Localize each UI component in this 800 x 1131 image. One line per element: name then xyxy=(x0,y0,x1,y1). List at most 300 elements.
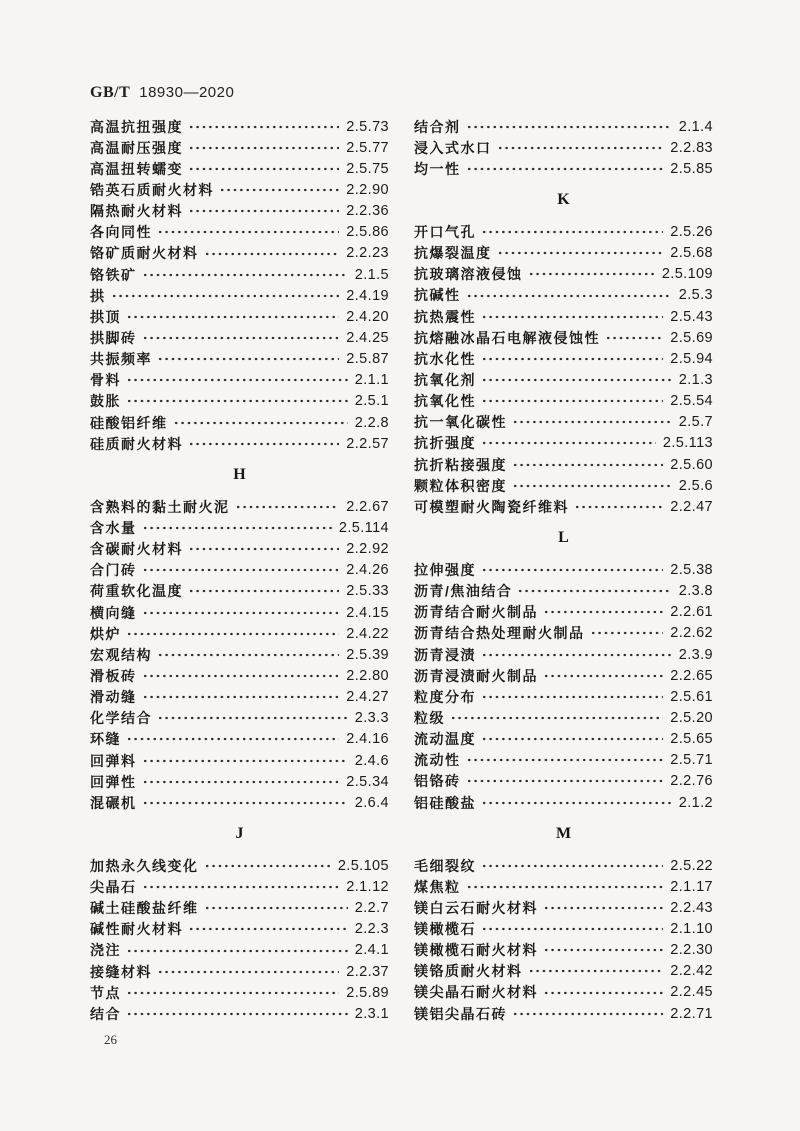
dot-leader xyxy=(188,116,339,137)
dot-leader xyxy=(126,370,348,391)
index-row xyxy=(90,433,389,454)
index-term: 沥青结合耐火制品 xyxy=(414,604,538,621)
index-term: 滑板砖 xyxy=(90,667,137,684)
index-term: 粒度分布 xyxy=(414,688,476,705)
page-number: 26 xyxy=(104,1032,117,1048)
index-ref-number: 2.5.26 xyxy=(670,223,713,240)
index-row xyxy=(414,391,713,412)
index-term: 节点 xyxy=(90,984,121,1001)
index-term: 铝硅酸盐 xyxy=(414,794,476,811)
dot-leader xyxy=(142,771,340,792)
dot-leader xyxy=(173,412,348,433)
index-term: 烘炉 xyxy=(90,625,121,642)
index-ref-number: 2.5.94 xyxy=(670,350,713,367)
index-row xyxy=(414,771,713,792)
dot-leader xyxy=(466,285,672,306)
index-row xyxy=(414,750,713,771)
index-row xyxy=(414,602,713,623)
index-term: 硅质耐火材料 xyxy=(90,435,183,452)
dot-leader xyxy=(481,391,663,412)
index-ref-number: 2.4.19 xyxy=(346,287,389,304)
index-row xyxy=(414,369,713,390)
dot-leader xyxy=(605,327,663,348)
index-ref-number: 2.3.8 xyxy=(678,583,713,600)
index-row xyxy=(414,982,713,1003)
index-ref-number: 2.5.89 xyxy=(346,984,389,1001)
index-term: 拉伸强度 xyxy=(414,561,476,578)
index-term: 沥青浸渍 xyxy=(414,646,476,663)
index-row xyxy=(414,306,713,327)
index-row xyxy=(90,179,389,200)
dot-leader xyxy=(126,729,339,750)
index-term: 镁铝尖晶石砖 xyxy=(414,1005,507,1022)
dot-leader xyxy=(466,876,664,897)
standard-code-prefix: GB/T xyxy=(90,84,131,101)
index-row xyxy=(414,285,713,306)
dot-leader xyxy=(466,116,672,137)
dot-leader xyxy=(512,412,672,433)
index-row xyxy=(90,285,389,306)
index-ref-number: 2.5.68 xyxy=(670,245,713,262)
dot-leader xyxy=(126,306,339,327)
dot-leader xyxy=(528,264,655,285)
dot-leader xyxy=(543,602,663,623)
dot-leader xyxy=(126,1003,348,1024)
index-row xyxy=(90,898,389,919)
index-term: 流动性 xyxy=(414,752,461,769)
index-term: 尖晶石 xyxy=(90,879,137,896)
dot-leader xyxy=(142,517,332,538)
index-term: 沥青浸渍耐火制品 xyxy=(414,667,538,684)
index-row xyxy=(414,158,713,179)
dot-leader xyxy=(497,137,664,158)
index-ref-number: 2.5.105 xyxy=(337,857,389,874)
index-ref-number: 2.4.6 xyxy=(354,752,389,769)
index-ref-number: 2.5.109 xyxy=(661,266,713,283)
dot-leader xyxy=(157,961,339,982)
index-term: 镁铬质耐火材料 xyxy=(414,963,523,980)
index-row xyxy=(414,496,713,517)
dot-leader xyxy=(111,285,340,306)
index-row xyxy=(90,327,389,348)
index-right-column xyxy=(414,116,713,1024)
dot-leader xyxy=(188,581,339,602)
index-term: 抗碱性 xyxy=(414,287,461,304)
dot-leader xyxy=(543,982,663,1003)
standard-code-number: 18930—2020 xyxy=(139,84,235,101)
index-ref-number: 2.2.7 xyxy=(354,900,389,917)
index-row xyxy=(414,665,713,686)
index-row xyxy=(90,602,389,623)
index-row xyxy=(90,855,389,876)
index-ref-number: 2.4.16 xyxy=(346,731,389,748)
index-ref-number: 2.2.76 xyxy=(670,773,713,790)
index-row xyxy=(414,940,713,961)
index-row xyxy=(90,116,389,137)
index-term: 抗水化性 xyxy=(414,350,476,367)
index-term: 粒级 xyxy=(414,709,445,726)
section-letter-heading: L xyxy=(558,529,569,547)
index-row xyxy=(90,496,389,517)
dot-leader xyxy=(497,243,664,264)
index-ref-number: 2.4.1 xyxy=(354,942,389,959)
index-term: 抗一氧化碳性 xyxy=(414,414,507,431)
dot-leader xyxy=(188,137,339,158)
index-term: 碱性耐火材料 xyxy=(90,921,183,938)
index-term: 镁橄榄石 xyxy=(414,921,476,938)
index-row xyxy=(90,961,389,982)
dot-leader xyxy=(157,644,339,665)
index-ref-number: 2.4.26 xyxy=(346,562,389,579)
page-header xyxy=(90,84,713,102)
index-ref-number: 2.5.87 xyxy=(346,351,389,368)
index-row xyxy=(414,243,713,264)
dot-leader xyxy=(481,855,663,876)
index-term: 碱土硅酸盐纤维 xyxy=(90,900,199,917)
index-term: 高温耐压强度 xyxy=(90,139,183,156)
index-ref-number: 2.5.3 xyxy=(678,287,713,304)
dot-leader xyxy=(188,158,339,179)
index-ref-number: 2.4.27 xyxy=(346,689,389,706)
dot-leader xyxy=(142,602,340,623)
index-term: 抗氧化剂 xyxy=(414,371,476,388)
dot-leader xyxy=(512,454,663,475)
dot-leader xyxy=(142,750,348,771)
index-term: 合门砖 xyxy=(90,562,137,579)
index-row xyxy=(414,919,713,940)
index-row xyxy=(414,327,713,348)
index-ref-number: 2.2.67 xyxy=(346,498,389,515)
index-term: 镁白云石耐火材料 xyxy=(414,899,538,916)
section-letter-heading: H xyxy=(233,466,246,484)
dot-leader xyxy=(157,349,339,370)
index-ref-number: 2.5.34 xyxy=(346,773,389,790)
dot-leader xyxy=(204,243,340,264)
index-term: 铝铬砖 xyxy=(414,773,461,790)
section-letter-heading: K xyxy=(557,191,570,209)
index-row xyxy=(90,201,389,222)
index-ref-number: 2.5.60 xyxy=(670,456,713,473)
dot-leader xyxy=(188,433,339,454)
index-term: 均一性 xyxy=(414,160,461,177)
index-term: 加热永久线变化 xyxy=(90,857,199,874)
index-term: 毛细裂纹 xyxy=(414,857,476,874)
index-row xyxy=(414,348,713,369)
dot-leader xyxy=(142,687,340,708)
index-row xyxy=(414,855,713,876)
index-ref-number: 2.1.5 xyxy=(354,266,389,283)
index-ref-number: 2.2.83 xyxy=(670,139,713,156)
index-term: 荷重软化温度 xyxy=(90,583,183,600)
index-ref-number: 2.5.54 xyxy=(670,393,713,410)
index-term: 拱顶 xyxy=(90,308,121,325)
index-ref-number: 2.6.4 xyxy=(354,794,389,811)
index-row xyxy=(90,306,389,327)
dot-leader xyxy=(188,919,348,940)
index-row xyxy=(414,179,713,221)
index-ref-number: 2.5.22 xyxy=(670,857,713,874)
index-row xyxy=(414,137,713,158)
index-term: 浸入式水口 xyxy=(414,139,492,156)
index-term: 沥青结合热处理耐火制品 xyxy=(414,625,585,642)
dot-leader xyxy=(235,496,340,517)
index-term: 化学结合 xyxy=(90,710,152,727)
dot-leader xyxy=(142,665,340,686)
index-term: 镁尖晶石耐火材料 xyxy=(414,984,538,1001)
dot-leader xyxy=(126,982,339,1003)
index-row xyxy=(90,243,389,264)
index-term: 宏观结构 xyxy=(90,646,152,663)
index-ref-number: 2.5.69 xyxy=(670,329,713,346)
index-row xyxy=(90,581,389,602)
index-ref-number: 2.5.75 xyxy=(346,160,389,177)
index-term: 高温抗扭强度 xyxy=(90,118,183,135)
index-ref-number: 2.5.77 xyxy=(346,139,389,156)
index-row xyxy=(414,559,713,580)
index-ref-number: 2.4.22 xyxy=(346,625,389,642)
index-ref-number: 2.5.71 xyxy=(670,752,713,769)
index-ref-number: 2.2.62 xyxy=(670,625,713,642)
index-ref-number: 2.2.43 xyxy=(670,899,713,916)
dot-leader xyxy=(517,581,671,602)
index-term: 隔热耐火材料 xyxy=(90,203,183,220)
index-row xyxy=(90,391,389,412)
index-ref-number: 2.2.37 xyxy=(346,963,389,980)
index-term: 回弹料 xyxy=(90,752,137,769)
index-ref-number: 2.5.86 xyxy=(346,224,389,241)
index-term: 拱 xyxy=(90,287,106,304)
dot-leader xyxy=(126,623,339,644)
index-ref-number: 2.2.47 xyxy=(670,498,713,515)
index-row xyxy=(414,116,713,137)
index-ref-number: 2.1.1 xyxy=(354,372,389,389)
index-row xyxy=(90,349,389,370)
index-term: 高温扭转蠕变 xyxy=(90,160,183,177)
index-term: 抗热震性 xyxy=(414,308,476,325)
dot-leader xyxy=(157,708,348,729)
index-row xyxy=(414,454,713,475)
index-ref-number: 2.5.73 xyxy=(346,118,389,135)
index-row xyxy=(414,264,713,285)
index-term: 结合 xyxy=(90,1005,121,1022)
index-ref-number: 2.2.90 xyxy=(346,181,389,198)
index-row xyxy=(414,876,713,897)
index-term: 混碾机 xyxy=(90,794,137,811)
index-term: 环缝 xyxy=(90,731,121,748)
index-ref-number: 2.5.20 xyxy=(670,709,713,726)
index-row xyxy=(90,539,389,560)
index-row xyxy=(414,433,713,454)
index-ref-number: 2.3.1 xyxy=(354,1005,389,1022)
index-ref-number: 2.5.65 xyxy=(670,731,713,748)
index-ref-number: 2.5.39 xyxy=(346,646,389,663)
index-ref-number: 2.5.33 xyxy=(346,583,389,600)
index-ref-number: 2.1.17 xyxy=(670,878,713,895)
index-term: 横向缝 xyxy=(90,604,137,621)
index-ref-number: 2.2.36 xyxy=(346,203,389,220)
index-term: 滑动缝 xyxy=(90,689,137,706)
index-term: 各向同性 xyxy=(90,224,152,241)
index-row xyxy=(90,708,389,729)
index-ref-number: 2.1.4 xyxy=(678,118,713,135)
index-term: 可模塑耐火陶瓷纤维料 xyxy=(414,498,569,515)
index-row xyxy=(90,264,389,285)
index-term: 煤焦粒 xyxy=(414,878,461,895)
index-ref-number: 2.2.30 xyxy=(670,942,713,959)
dot-leader xyxy=(204,855,331,876)
index-ref-number: 2.4.25 xyxy=(346,329,389,346)
dot-leader xyxy=(466,158,664,179)
index-row xyxy=(414,475,713,496)
index-term: 开口气孔 xyxy=(414,223,476,240)
index-row xyxy=(414,897,713,918)
index-row xyxy=(414,707,713,728)
index-term: 含熟料的黏土耐火泥 xyxy=(90,498,230,515)
index-row xyxy=(90,517,389,538)
dot-leader xyxy=(481,559,663,580)
index-term: 抗折粘接强度 xyxy=(414,456,507,473)
dot-leader xyxy=(126,940,348,961)
index-term: 回弹性 xyxy=(90,773,137,790)
index-row xyxy=(90,940,389,961)
index-row xyxy=(90,644,389,665)
dot-leader xyxy=(219,179,339,200)
index-term: 流动温度 xyxy=(414,731,476,748)
index-term: 抗折强度 xyxy=(414,435,476,452)
dot-leader xyxy=(142,560,340,581)
dot-leader xyxy=(590,623,664,644)
dot-leader xyxy=(574,496,663,517)
index-row xyxy=(90,412,389,433)
dot-leader xyxy=(481,919,663,940)
index-term: 含碳耐火材料 xyxy=(90,541,183,558)
index-term: 抗爆裂温度 xyxy=(414,245,492,262)
section-letter-heading: M xyxy=(555,825,572,843)
index-ref-number: 2.2.65 xyxy=(670,667,713,684)
dot-leader xyxy=(481,792,672,813)
dot-leader xyxy=(481,348,663,369)
dot-leader xyxy=(188,539,339,560)
dot-leader xyxy=(188,201,339,222)
dot-leader xyxy=(481,369,672,390)
index-row xyxy=(90,454,389,496)
index-term: 共振频率 xyxy=(90,351,152,368)
dot-leader xyxy=(543,940,663,961)
index-row xyxy=(90,222,389,243)
index-ref-number: 2.5.43 xyxy=(670,308,713,325)
dot-leader xyxy=(512,475,672,496)
index-row xyxy=(90,877,389,898)
dot-leader xyxy=(512,1003,663,1024)
index-row xyxy=(90,560,389,581)
index-term: 抗熔融冰晶石电解液侵蚀性 xyxy=(414,329,600,346)
index-ref-number: 2.2.61 xyxy=(670,604,713,621)
index-term: 镁橄榄石耐火材料 xyxy=(414,942,538,959)
index-ref-number: 2.5.7 xyxy=(678,414,713,431)
dot-leader xyxy=(543,897,663,918)
dot-leader xyxy=(466,750,664,771)
index-row xyxy=(90,687,389,708)
index-ref-number: 2.5.61 xyxy=(670,688,713,705)
index-ref-number: 2.2.23 xyxy=(346,245,389,262)
dot-leader xyxy=(481,221,663,242)
index-row xyxy=(414,729,713,750)
index-ref-number: 2.4.20 xyxy=(346,308,389,325)
index-row xyxy=(90,1003,389,1024)
index-ref-number: 2.2.80 xyxy=(346,667,389,684)
dot-leader xyxy=(142,264,348,285)
index-row xyxy=(414,623,713,644)
dot-leader xyxy=(142,877,340,898)
index-ref-number: 2.2.45 xyxy=(670,984,713,1001)
index-row xyxy=(414,517,713,559)
index-row xyxy=(90,137,389,158)
index-ref-number: 2.1.2 xyxy=(678,794,713,811)
dot-leader xyxy=(126,391,348,412)
index-ref-number: 2.5.113 xyxy=(662,435,713,452)
index-row xyxy=(90,623,389,644)
index-row xyxy=(90,750,389,771)
index-term: 沥青/焦油结合 xyxy=(414,583,513,600)
index-term: 抗氧化性 xyxy=(414,393,476,410)
index-ref-number: 2.1.3 xyxy=(678,371,713,388)
index-row xyxy=(90,158,389,179)
index-ref-number: 2.1.10 xyxy=(670,921,713,938)
index-row xyxy=(90,919,389,940)
index-row xyxy=(414,792,713,813)
index-term: 含水量 xyxy=(90,519,137,536)
dot-leader xyxy=(481,306,663,327)
index-row xyxy=(90,792,389,813)
index-term: 骨料 xyxy=(90,372,121,389)
index-ref-number: 2.4.15 xyxy=(346,604,389,621)
index-row xyxy=(414,581,713,602)
index-ref-number: 2.2.3 xyxy=(354,921,389,938)
index-ref-number: 2.2.8 xyxy=(354,414,389,431)
index-term: 铬铁矿 xyxy=(90,266,137,283)
index-row xyxy=(90,982,389,1003)
index-ref-number: 2.2.57 xyxy=(346,435,389,452)
dot-leader xyxy=(528,961,664,982)
index-term: 铬矿质耐火材料 xyxy=(90,245,199,262)
index-term: 结合剂 xyxy=(414,118,461,135)
index-row xyxy=(90,665,389,686)
index-term: 浇注 xyxy=(90,942,121,959)
dot-leader xyxy=(481,644,672,665)
index-ref-number: 2.5.114 xyxy=(338,519,389,536)
index-ref-number: 2.2.92 xyxy=(346,541,389,558)
index-term: 接缝材料 xyxy=(90,963,152,980)
index-row xyxy=(90,370,389,391)
index-ref-number: 2.3.9 xyxy=(678,646,713,663)
dot-leader xyxy=(481,433,656,454)
index-ref-number: 2.1.12 xyxy=(346,879,389,896)
index-ref-number: 2.5.85 xyxy=(670,160,713,177)
index-term: 锆英石质耐火材料 xyxy=(90,181,214,198)
index-term: 颗粒体积密度 xyxy=(414,477,507,494)
index-ref-number: 2.5.1 xyxy=(354,393,389,410)
index-row xyxy=(414,412,713,433)
index-term: 拱脚砖 xyxy=(90,329,137,346)
index-term: 硅酸铝纤维 xyxy=(90,414,168,431)
index-row xyxy=(414,221,713,242)
index-term: 抗玻璃溶液侵蚀 xyxy=(414,266,523,283)
dot-leader xyxy=(481,729,663,750)
section-letter-heading: J xyxy=(235,825,244,843)
index-row xyxy=(414,813,713,855)
dot-leader xyxy=(142,327,340,348)
index-row xyxy=(90,729,389,750)
